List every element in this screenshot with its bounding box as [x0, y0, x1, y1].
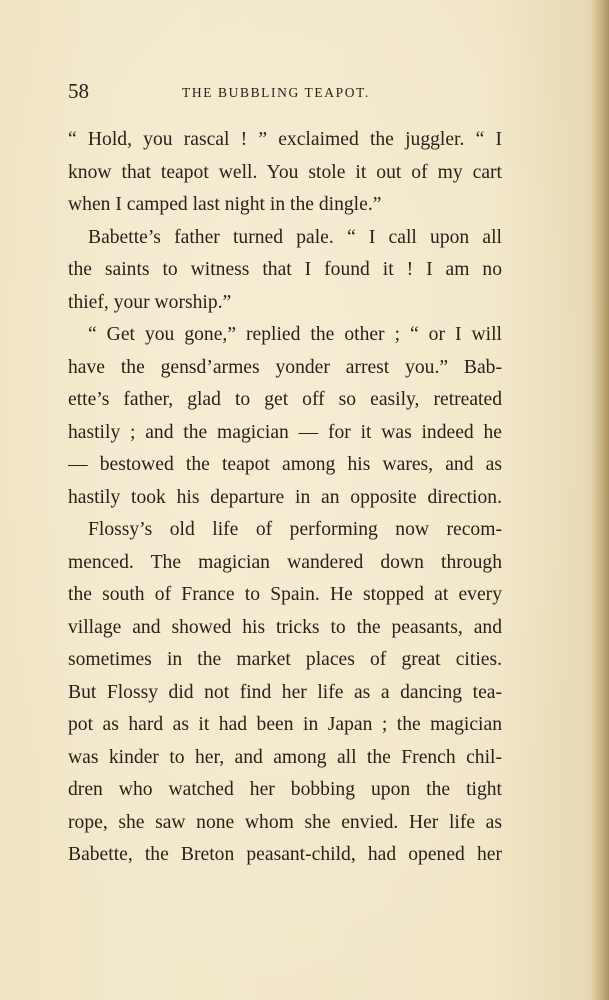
text-line: hastily took his departure in an opposite direction.: [68, 486, 502, 508]
text-line: But Flossy did not find her life as a dancing tea-: [68, 681, 502, 703]
running-title: THE BUBBLING TEAPOT.: [182, 85, 370, 100]
text-line: rope, she saw none whom she envied. Her life as: [68, 811, 502, 833]
text-line: thief, your worship.”: [68, 291, 232, 313]
text-line: “ Get you gone,” replied the other ; “ or I will: [88, 324, 502, 345]
text-line: Flossy’s old life of performing now recom-: [88, 519, 502, 540]
text-line: ette’s father, glad to get off so easily, retreated: [68, 389, 502, 410]
text-line: village and showed his tricks to the peasants, and: [68, 616, 502, 638]
text-line: when I camped last night in the dingle.”: [68, 194, 382, 215]
page-edge: [591, 0, 609, 1000]
text-line: sometimes in the market places of great cities.: [68, 649, 502, 670]
text-line: know that teapot well. You stole it out of my cart: [68, 161, 502, 183]
text-line: Babette’s father turned pale. “ I call upon all: [88, 226, 502, 248]
text-line: Babette, the Breton peasant-child, had opened her: [68, 844, 502, 865]
page-number: 58: [68, 79, 89, 103]
body-text: [68, 124, 502, 872]
page-header: [68, 76, 504, 106]
text-line: the south of France to Spain. He stopped at every: [68, 584, 502, 605]
text-line: dren who watched her bobbing upon the tight: [68, 779, 502, 800]
text-line: have the gensd’armes yonder arrest you.” Bab-: [68, 356, 502, 378]
text-line: the saints to witness that I found it ! I am no: [68, 259, 502, 280]
text-line: “ Hold, you rascal ! ” exclaimed the juggler. “ I: [68, 129, 502, 150]
text-line: hastily ; and the magician — for it was indeed he: [68, 421, 502, 443]
text-line: was kinder to her, and among all the French chil-: [68, 746, 502, 768]
text-line: menced. The magician wandered down through: [68, 551, 502, 573]
text-line: — bestowed the teapot among his wares, and as: [68, 454, 502, 475]
text-line: pot as hard as it had been in Japan ; the magician: [68, 714, 502, 735]
